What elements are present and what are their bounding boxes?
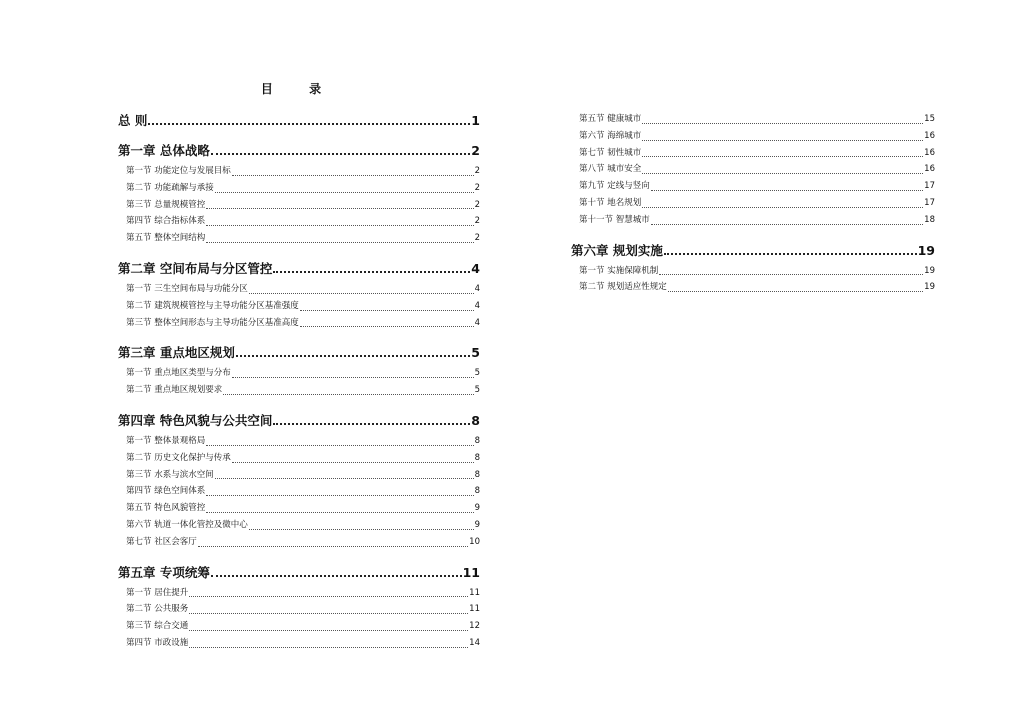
dot-leader xyxy=(642,173,923,174)
toc-entry-title: 第四节 综合指标体系 xyxy=(126,216,206,227)
toc-page-number: 2 xyxy=(474,233,480,244)
toc-page-number: 12 xyxy=(469,621,480,632)
toc-section-entry[interactable] xyxy=(118,180,480,197)
toc-title: 目 录 xyxy=(260,82,338,96)
toc-entry-title: 第七节 社区会客厅 xyxy=(126,536,197,547)
toc-page-number: 11 xyxy=(462,564,480,580)
toc-entry-title: 第三章 重点地区规划 xyxy=(118,345,235,361)
dot-leader xyxy=(215,478,474,479)
toc-page-number: 19 xyxy=(924,265,935,276)
toc-entry-title: 第七节 韧性城市 xyxy=(579,147,642,158)
toc-entry-title: 第九节 定线与竖向 xyxy=(579,181,650,192)
toc-entry-title: 第五节 特色风貌管控 xyxy=(126,503,206,514)
toc-entry-title: 第一节 三生空间布局与功能分区 xyxy=(126,283,248,294)
dot-leader xyxy=(215,192,474,193)
toc-section-entry[interactable] xyxy=(118,534,480,551)
dot-leader xyxy=(668,291,923,292)
toc-section-entry[interactable] xyxy=(571,212,935,229)
toc-entry-title: 第二章 空间布局与分区管控 xyxy=(118,260,273,276)
toc-page-number: 19 xyxy=(917,242,935,258)
toc-section-entry[interactable] xyxy=(118,635,480,652)
toc-section-entry[interactable] xyxy=(118,298,480,315)
toc-page-number: 17 xyxy=(924,197,935,208)
toc-entry-title: 第一节 实施保障机制 xyxy=(579,265,659,276)
toc-page-number: 1 xyxy=(471,113,480,128)
toc-entry-title: 第一节 功能定位与发展目标 xyxy=(126,166,231,176)
toc-section-entry[interactable] xyxy=(118,315,480,332)
toc-entry-title: 第六节 海绵城市 xyxy=(579,130,642,141)
toc-page-number: 5 xyxy=(471,345,480,361)
toc-page-number: 10 xyxy=(469,536,480,547)
dot-leader xyxy=(651,224,923,225)
toc-page-number: 8 xyxy=(474,452,480,463)
toc-section-entry[interactable] xyxy=(118,467,480,484)
toc-page-number: 8 xyxy=(471,412,480,428)
toc-right-column xyxy=(571,111,935,296)
toc-entry-title: 第三节 综合交通 xyxy=(126,621,189,632)
toc-page-number: 18 xyxy=(924,214,935,225)
dot-leader xyxy=(642,207,923,208)
toc-section-entry[interactable] xyxy=(118,365,480,382)
toc-page-number: 8 xyxy=(474,486,480,497)
dot-leader xyxy=(232,462,474,463)
toc-chapter-entry[interactable] xyxy=(118,344,480,361)
toc-entry-title: 第一节 居住提升 xyxy=(126,587,189,598)
dot-leader xyxy=(642,140,923,141)
toc-page-number: 2 xyxy=(474,182,480,193)
toc-page-number: 8 xyxy=(474,435,480,446)
toc-chapter-entry[interactable] xyxy=(118,112,480,129)
dot-leader xyxy=(659,274,923,275)
toc-page-number: 2 xyxy=(474,199,480,210)
toc-entry-title: 第五节 健康城市 xyxy=(579,114,642,124)
toc-section-entry[interactable] xyxy=(118,517,480,534)
toc-section-entry[interactable] xyxy=(571,111,935,128)
toc-entry-title: 第五节 整体空间结构 xyxy=(126,233,206,244)
toc-page-number: 9 xyxy=(474,519,480,530)
toc-page-number: 5 xyxy=(474,368,480,379)
toc-page-number: 9 xyxy=(474,503,480,514)
dot-leader xyxy=(273,271,470,273)
toc-chapter-entry[interactable] xyxy=(118,412,480,429)
dot-leader xyxy=(223,394,473,395)
toc-entry-title: 第三节 整体空间形态与主导功能分区基准高度 xyxy=(126,317,299,328)
toc-page-number: 14 xyxy=(469,637,480,648)
dot-leader xyxy=(249,529,474,530)
dot-leader xyxy=(198,546,468,547)
toc-page-number: 11 xyxy=(469,587,480,598)
toc-section-entry[interactable] xyxy=(571,279,935,296)
dot-leader xyxy=(642,156,923,157)
dot-leader xyxy=(273,423,470,425)
toc-page-number: 4 xyxy=(474,317,480,328)
dot-leader xyxy=(189,596,468,597)
toc-entry-title: 第八节 城市安全 xyxy=(579,164,642,175)
toc-chapter-entry[interactable] xyxy=(118,564,480,581)
toc-page-number: 4 xyxy=(474,283,480,294)
toc-page-number: 17 xyxy=(924,181,935,192)
toc-page-number: 8 xyxy=(474,469,480,480)
toc-section-entry[interactable] xyxy=(571,195,935,212)
toc-page-number: 4 xyxy=(474,300,480,311)
dot-leader xyxy=(206,445,473,446)
toc-entry-title: 第五章 专项统筹 xyxy=(118,564,210,580)
toc-page-number: 19 xyxy=(924,282,935,293)
dot-leader xyxy=(300,310,474,311)
toc-page-number: 16 xyxy=(924,130,935,141)
toc-entry-title: 第四章 特色风貌与公共空间 xyxy=(118,412,273,428)
dot-leader xyxy=(189,613,468,614)
toc-section-entry[interactable] xyxy=(118,382,480,399)
dot-leader xyxy=(206,512,473,513)
toc-entry-title: 总 则 xyxy=(118,113,148,128)
dot-leader xyxy=(206,495,473,496)
toc-entry-title: 第一节 重点地区类型与分布 xyxy=(126,368,231,379)
toc-section-entry[interactable] xyxy=(118,230,480,247)
toc-entry-title: 第一章 总体战略 xyxy=(118,143,210,158)
toc-entry-title: 第四节 市政设施 xyxy=(126,637,189,648)
toc-page-number: 15 xyxy=(924,114,935,124)
toc-entry-title: 第一节 整体景观格局 xyxy=(126,435,206,446)
dot-leader xyxy=(651,190,923,191)
dot-leader xyxy=(664,253,917,255)
toc-entry-title: 第十节 地名规划 xyxy=(579,197,642,208)
dot-leader xyxy=(642,123,923,124)
toc-section-entry[interactable] xyxy=(571,145,935,162)
dot-leader xyxy=(206,208,473,209)
toc-entry-title: 第四节 绿色空间体系 xyxy=(126,486,206,497)
toc-page-number: 11 xyxy=(469,604,480,615)
dot-leader xyxy=(236,355,470,357)
dot-leader xyxy=(232,377,474,378)
toc-section-entry[interactable] xyxy=(118,213,480,230)
toc-section-entry[interactable] xyxy=(571,178,935,195)
toc-entry-title: 第三节 总量规模管控 xyxy=(126,199,206,210)
dot-leader xyxy=(232,175,474,176)
toc-section-entry[interactable] xyxy=(118,163,480,180)
toc-entry-title: 第二节 公共服务 xyxy=(126,604,189,615)
toc-page-number: 4 xyxy=(471,260,480,276)
toc-section-entry[interactable] xyxy=(118,433,480,450)
toc-entry-title: 第二节 建筑规模管控与主导功能分区基准强度 xyxy=(126,300,299,311)
toc-section-entry[interactable] xyxy=(118,483,480,500)
dot-leader xyxy=(148,123,470,125)
dot-leader xyxy=(189,630,468,631)
toc-entry-title: 第二节 重点地区规划要求 xyxy=(126,385,223,396)
toc-entry-title: 第六节 轨道一体化管控及微中心 xyxy=(126,519,248,530)
toc-section-entry[interactable] xyxy=(571,263,935,280)
toc-entry-title: 第二节 规划适应性规定 xyxy=(579,282,667,293)
toc-chapter-entry[interactable] xyxy=(118,142,480,159)
dot-leader xyxy=(211,153,470,155)
toc-page-number: 2 xyxy=(474,216,480,227)
toc-chapter-entry[interactable] xyxy=(118,260,480,277)
toc-entry-title: 第十一节 智慧城市 xyxy=(579,214,650,225)
toc-section-entry[interactable] xyxy=(118,601,480,618)
dot-leader xyxy=(249,293,474,294)
toc-page-number: 16 xyxy=(924,164,935,175)
toc-chapter-entry[interactable] xyxy=(571,242,935,259)
toc-section-entry[interactable] xyxy=(571,128,935,145)
dot-leader xyxy=(300,326,474,327)
toc-entry-title: 第二节 历史文化保护与传承 xyxy=(126,452,231,463)
toc-section-entry[interactable] xyxy=(118,585,480,602)
toc-section-entry[interactable] xyxy=(118,450,480,467)
dot-leader xyxy=(206,225,473,226)
dot-leader xyxy=(206,242,473,243)
toc-section-entry[interactable] xyxy=(118,618,480,635)
toc-section-entry[interactable] xyxy=(118,500,480,517)
toc-page-number: 2 xyxy=(471,143,480,158)
dot-leader xyxy=(211,575,462,577)
toc-left-column xyxy=(118,112,480,652)
toc-entry-title: 第三节 水系与滨水空间 xyxy=(126,469,214,480)
toc-section-entry[interactable] xyxy=(118,281,480,298)
toc-page-number: 5 xyxy=(474,385,480,396)
toc-page-number: 16 xyxy=(924,147,935,158)
toc-page-number: 2 xyxy=(474,166,480,176)
toc-section-entry[interactable] xyxy=(118,197,480,214)
toc-entry-title: 第二节 功能疏解与承接 xyxy=(126,182,214,193)
toc-section-entry[interactable] xyxy=(571,161,935,178)
toc-entry-title: 第六章 规划实施 xyxy=(571,242,663,258)
dot-leader xyxy=(189,647,468,648)
